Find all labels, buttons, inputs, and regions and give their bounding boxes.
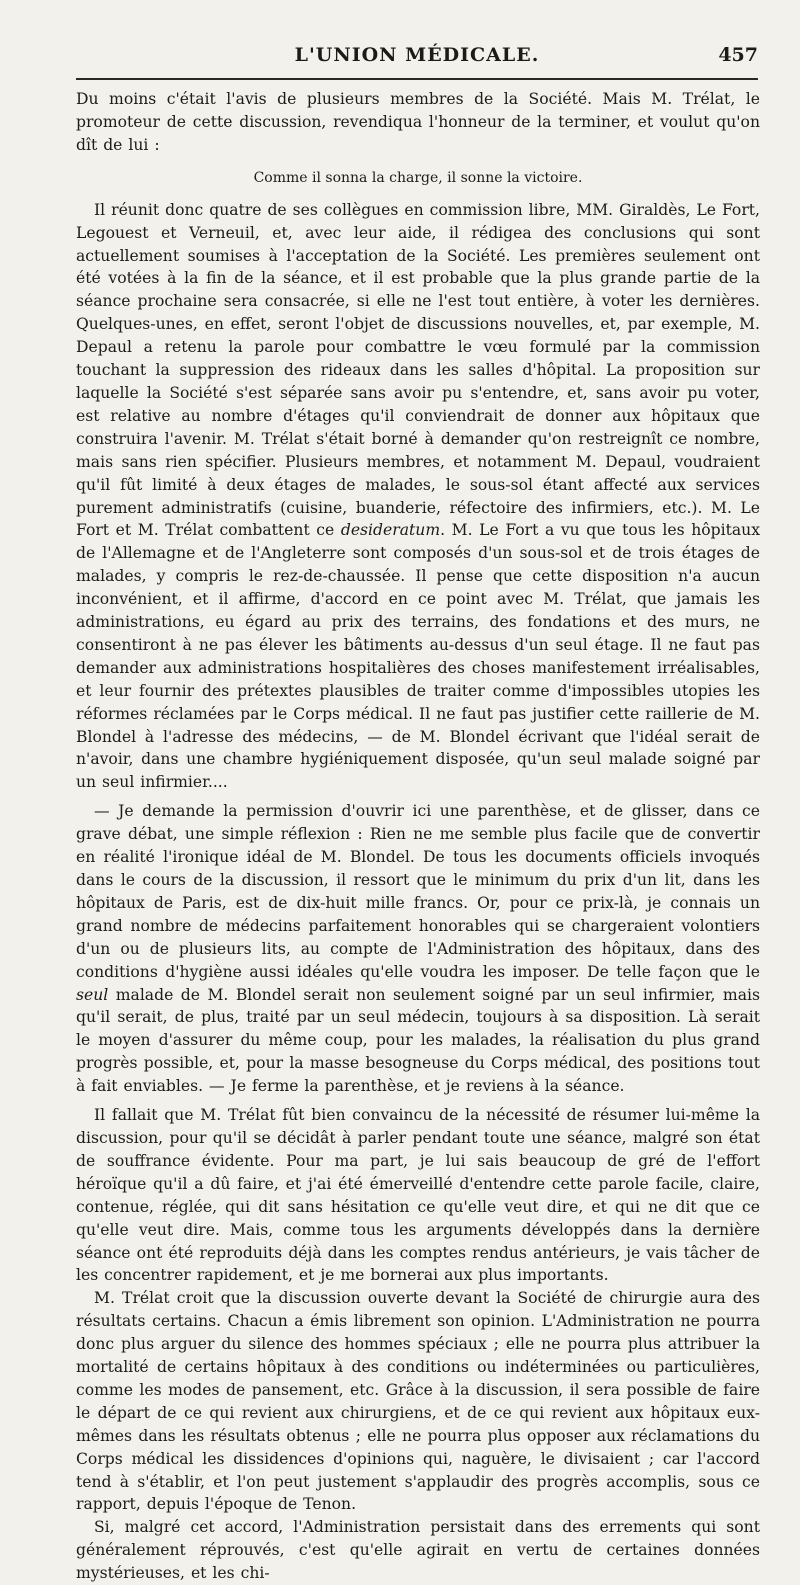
paragraph-4: Il fallait que M. Trélat fût bien convaincu de la nécessité de résumer lui-même la discussion, pour qu'il se décidât à parler pendant toute une séance, malgré son état de souffrance évidente. Pour ma part, je lui sais beaucoup de gré de l'effort héroïque qu'il a dû faire, et j'ai été émerveillé d'entendre cette parole facile, claire, contenue, réglée, qui dit sans hésitation ce qu'elle veut dire, et qui ne dit que ce qu'elle veut dire. Mais, comme tous les arguments développés dans la dernière séance ont été reproduits déjà dans les comptes rendus antérieurs, je vais tâcher de les concentrer rapidement, et je me bornerai aux plus importants. bbox=[76, 1106, 760, 1285]
page-number: 457 bbox=[718, 44, 758, 66]
paragraph-3-text-b: malade de M. Blondel serait non seulement soigné par un seul infirmier, mais qu'il serait, de plus, traité par un seul médecin, toujours à sa disposition. Là serait le moyen d'assurer du même coup, pour les malades, la réalisation du plus grand progrès possible, et, pour la masse besogneuse du Corps médical, des positions tout à fait enviables. — Je ferme la parenthèse, et je reviens à la séance. bbox=[76, 985, 760, 1096]
paragraph-6: Si, malgré cet accord, l'Administration persistait dans des errements qui sont généralement réprouvés, c'est qu'elle agirait en vertu de certaines données mystérieuses, et les chi- bbox=[76, 1518, 760, 1583]
running-head bbox=[76, 44, 758, 74]
paragraph-2-italic: desideratum bbox=[340, 521, 441, 540]
header-rule bbox=[76, 78, 758, 80]
running-title: L'UNION MÉDICALE. bbox=[294, 44, 540, 66]
paragraph-5: M. Trélat croit que la discussion ouverte devant la Société de chirurgie aura des résultats certains. Chacun a émis librement son opinion. L'Administration ne pourra donc plus arguer du silence des hommes spéciaux ; elle ne pourra plus attribuer la mortalité de certains hôpitaux à des conditions ou indéterminées ou particulières, comme les modes de pansement, etc. Grâce à la discussion, il sera possible de faire le départ de ce qui revient aux chirurgiens, et de ce qui revient aux hôpitaux eux-mêmes dans les résultats obtenus ; elle ne pourra plus opposer aux réclamations du Corps médical les dissidences d'opinions qui, naguère, le divisaient ; car l'accord tend à s'établir, et l'on peut justement s'applaudir des progrès accomplis, sous ce rapport, depuis l'époque de Tenon. bbox=[76, 1289, 760, 1514]
paragraph-3-text-a: — Je demande la permission d'ouvrir ici une parenthèse, et de glisser, dans ce grave débat, une simple réflexion : Rien ne me semble plus facile que de convertir en réalité l'ironique idéal de M. Blondel. De tous les documents officiels invoqués dans le cours de la discussion, il ressort que le minimum du prix d'un lit, dans les hôpitaux de Paris, est de dix-huit mille francs. Or, pour ce prix-là, je connais un grand nombre de médecins parfaitement honorables qui se chargeraient volontiers d'un ou de plusieurs lits, au compte de l'Administration des hôpitaux, dans des conditions d'hygiène aussi idéales qu'elle voudra les imposer. De telle façon que le bbox=[76, 802, 760, 981]
paragraph-1: Du moins c'était l'avis de plusieurs membres de la Société. Mais M. Trélat, le promoteur de cette discussion, revendiqua l'honneur de la terminer, et voulut qu'on dît de lui : bbox=[76, 90, 760, 154]
paragraph-2-text-a: Il réunit donc quatre de ses collègues en commission libre, MM. Giraldès, Le Fort, Legouest et Verneuil, et, avec leur aide, il rédigea des conclusions qui sont actuellement soumises à l'acceptation de la Société. Les premières seulement ont été votées à la fin de la séance, et il est probable que la plus grande partie de la séance prochaine sera consacrée, si elle ne l'est tout entière, à voter les dernières. Quelques-unes, en effet, seront l'objet de discussions nouvelles, et, par exemple, M. Depaul a retenu la parole pour combattre le vœu formulé par la commission touchant la suppression des rideaux dans les salles d'hôpital. La proposition sur laquelle la Société s'est séparée sans avoir pu s'entendre, et, sans avoir pu voter, est relative au nombre d'étages qu'il conviendrait de donner aux hôpitaux que construira l'avenir. M. Trélat s'était borné à demander qu'on restreignît ce nombre, mais sans rien spécifier. Plusieurs membres, et notamment M. Depaul, voudraient qu'il fût limité à deux étages de malades, le sous-sol étant affecté aux services purement administratifs (cuisine, buanderie, réfectoire des infirmiers, etc.). M. Le Fort et M. Trélat combattent ce bbox=[76, 200, 760, 540]
paragraph-3 bbox=[76, 800, 760, 1098]
body-text bbox=[76, 88, 760, 1585]
verse-quote: Comme il sonna la charge, il sonne la victoire. bbox=[253, 169, 583, 186]
paragraph-2 bbox=[76, 199, 760, 795]
paragraph-2-text-b: . M. Le Fort a vu que tous les hôpitaux de l'Allemagne et de l'Angleterre sont composés d'un sous-sol et de trois étages de malades, y compris le rez-de-chaussée. Il pense que cette disposition n'a aucun inconvénient, et il affirme, d'accord en ce point avec M. Trélat, que jamais les administrations, eu égard au prix des terrains, des fondations et des murs, ne consentiront à ne pas élever les bâtiments au-dessus d'un seul étage. Il ne faut pas demander aux administrations hospitalières des choses manifestement irréalisables, et leur fournir des prétextes plausibles de traiter comme d'impossibles utopies les réformes réclamées par le Corps médical. Il ne faut pas justifier cette raillerie de M. Blondel à l'adresse des médecins, — de M. Blondel écrivant que l'idéal serait de n'avoir, dans une chambre hygiéniquement disposée, qu'un seul malade soigné par un seul infirmier.... bbox=[76, 521, 760, 792]
paragraph-3-italic: seul bbox=[76, 985, 109, 1004]
